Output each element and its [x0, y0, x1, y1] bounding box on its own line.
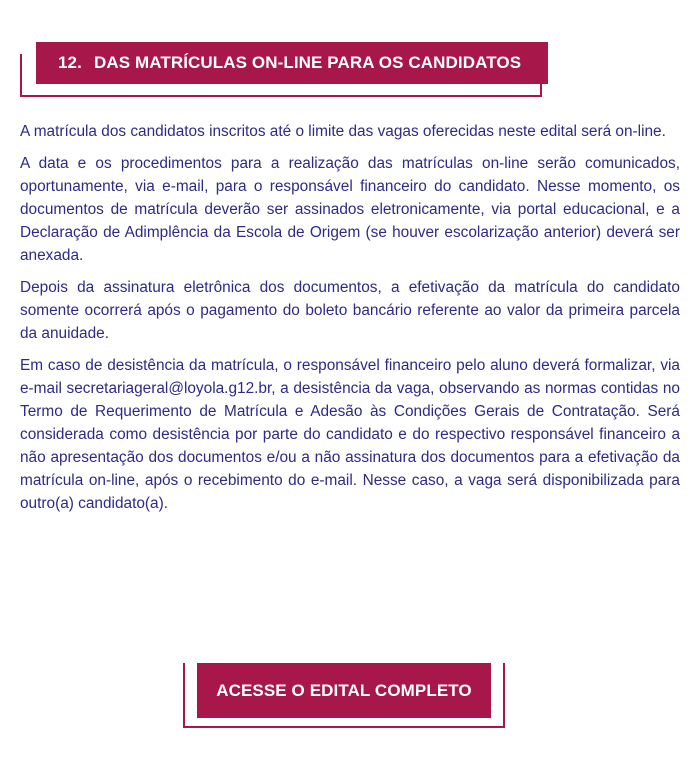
- section-body: [20, 120, 680, 524]
- section-title: DAS MATRÍCULAS ON-LINE PARA OS CANDIDATOS: [93, 53, 522, 72]
- section-title-bar: [36, 42, 548, 84]
- edital-completo-button[interactable]: ACESSE O EDITAL COMPLETO: [197, 663, 491, 718]
- paragraph-payment: Depois da assinatura eletrônica dos documentos, a efetivação da matrícula do candidato somente ocorrerá após o pagamento do boleto bancário referente ao valor da primeira parcela da anuidade.: [20, 279, 680, 342]
- cta-container: [183, 663, 505, 730]
- paragraph-withdrawal: Em caso de desistência da matrícula, o responsável financeiro pelo aluno deverá formalizar, via e-mail secretariageral@loyola.g12.br, a desistência da vaga, observando as normas contidas no Termo de Requerimento de Matrícula e Adesão às Condições Gerais de Contratação. Será considerada como desistência por parte do candidato e do respectivo responsável financeiro a não apresentação dos documentos e/ou a não assinatura dos documentos para a efetivação da matrícula on-line, após o recebimento do e-mail. Nesse caso, a vaga será disponibilizada para outro(a) candidato(a).: [20, 357, 680, 512]
- section-number: 12.: [58, 53, 82, 72]
- paragraph-enrollment-online: A matrícula dos candidatos inscritos até o limite das vagas oferecidas neste edital será on-line.: [20, 123, 666, 140]
- paragraph-procedures: A data e os procedimentos para a realização das matrículas on-line serão comunicados, oportunamente, via e-mail, para o responsável financeiro do candidato. Nesse momento, os documentos de matrícula deverão ser assinados eletronicamente, via portal educacional, e a Declaração de Adimplência da Escola de Origem (se houver escolarização anterior) deverá ser anexada.: [20, 155, 680, 264]
- section-header: [20, 42, 548, 100]
